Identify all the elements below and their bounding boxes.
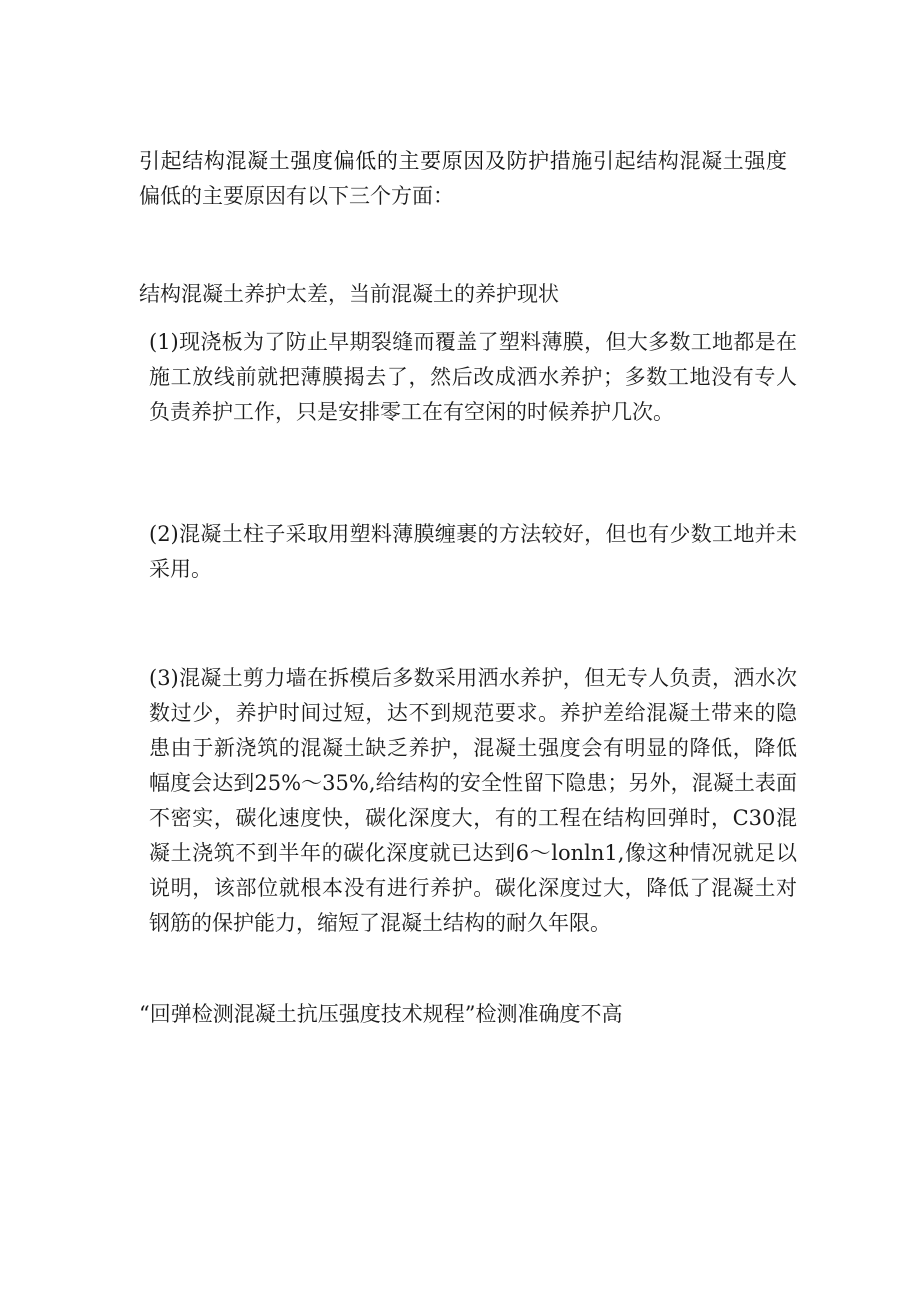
intro-paragraph <box>139 144 787 214</box>
document-title: 引起结构混凝土强度偏低的主要原因及防护措施 <box>139 149 594 173</box>
paragraph-1: (1)现浇板为了防止早期裂缝而覆盖了塑料薄膜，但大多数工地都是在施工放线前就把薄膜揭去了，然后改成洒水养护；多数工地没有专人负责养护工作，只是安排零工在有空闲的时候养护几次。 <box>149 330 797 424</box>
paragraph-3: (3)混凝土剪力墙在拆模后多数采用洒水养护，但无专人负责，洒水次数过少，养护时间过短，达不到规范要求。养护差给混凝土带来的隐患由于新浇筑的混凝土缺乏养护，混凝土强度会有明显的降低，降低幅度会达到25%～35%,给结构的安全性留下隐患；另外，混凝土表面不密实，碳化速度快，碳化深度大，有的工程在结构回弹时，C30混凝土浇筑不到半年的碳化深度就已达到6～lonln1,像这种情况就足以说明，该部位就根本没有进行养护。碳化深度过大，降低了混凝土对钢筋的保护能力，缩短了混凝土结构的耐久年限。 <box>149 666 797 935</box>
section-heading-rebound-test: “回弹检测混凝土抗压强度技术规程”检测准确度不高 <box>139 1002 623 1026</box>
paragraph-2: (2)混凝土柱子采取用塑料薄膜缠裹的方法较好，但也有少数工地并未采用。 <box>149 522 797 581</box>
section-heading-curing: 结构混凝土养护太差，当前混凝土的养护现状 <box>139 282 559 306</box>
intro-text: 引起结构混凝土强度偏低的主要原因有以下三个方面： <box>139 149 788 208</box>
